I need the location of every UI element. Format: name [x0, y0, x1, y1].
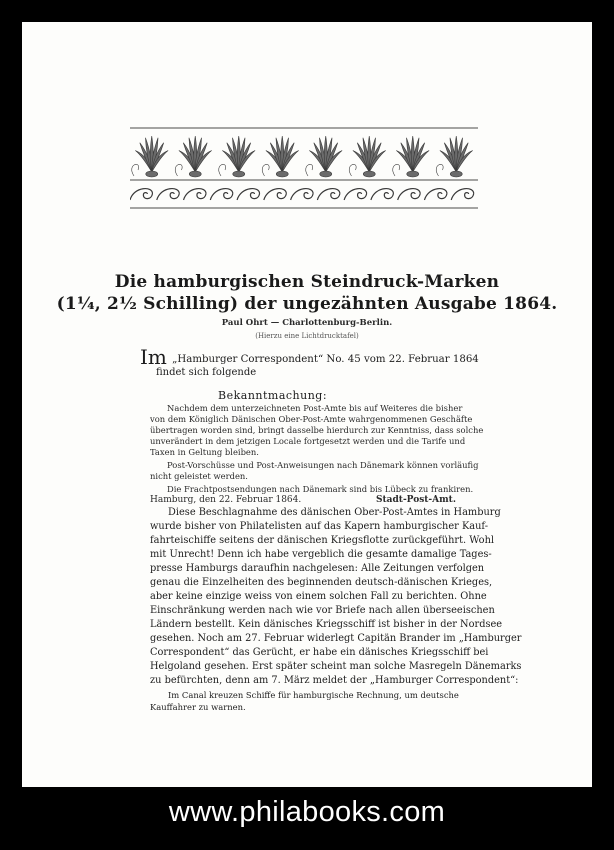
website-url: www.philabooks.com — [168, 796, 446, 828]
body-line: presse Hamburgs daraufhin nachgelesen: Alle Zeitungen verfolgen — [150, 563, 485, 574]
palmette-scroll — [175, 164, 182, 176]
notice-line: Taxen in Geltung bleiben. — [150, 447, 259, 457]
author-byline: Paul Ohrt — Charlottenburg-Berlin. — [221, 318, 393, 328]
spiral-motif — [344, 189, 366, 200]
body-line: Helgoland gesehen. Erst später scheint man solche Masregeln Dänemarks — [150, 661, 522, 672]
palmette-scroll — [306, 164, 313, 176]
palmette-scroll — [132, 164, 139, 176]
spiral-motif — [424, 189, 446, 200]
spiral-motif — [264, 189, 286, 200]
palmette-base — [276, 171, 288, 177]
article-title-line-2: (1¼, 2½ Schilling) der ungezähnten Ausgabe 1864. — [56, 294, 558, 314]
spiral-motif — [371, 189, 393, 200]
palmette-base — [407, 171, 419, 177]
body-line: fahrteischiffe seitens der dänischen Kriegsflotte zurückgeführt. Wohl — [150, 535, 495, 546]
spiral-motif — [157, 189, 179, 200]
plate-note: (Hierzu eine Lichtdrucktafel) — [255, 332, 359, 340]
notice-line: von dem Königlich Dänischen Ober-Post-Amte wahrgenommenen Geschäfte — [150, 414, 473, 424]
quote-line: Im Canal kreuzen Schiffe für hamburgische Rechnung, um deutsche — [168, 690, 459, 700]
body-line: mit Unrecht! Denn ich habe vergeblich die gesamte damalige Tages- — [150, 549, 492, 560]
ornamental-border-image — [130, 126, 478, 210]
scanned-page — [22, 22, 592, 787]
intro-line-1-text: „Hamburger Correspondent“ No. 45 vom 22. Februar 1864 — [168, 354, 479, 365]
body-line: zu befürchten, denn am 7. März meldet der „Hamburger Correspondent“: — [150, 675, 519, 686]
spiral-motif — [210, 189, 232, 200]
body-line: wurde bisher von Philatelisten auf das Kapern hamburgischer Kauf- — [150, 521, 489, 532]
palmette-scroll — [349, 164, 356, 176]
palmette-scroll — [219, 164, 226, 176]
intro-line-1 — [140, 345, 479, 369]
body-line: Ländern bestellt. Kein dänisches Kriegsschiff ist bisher in der Nordsee — [150, 619, 503, 630]
spiral-motif — [291, 189, 313, 200]
palmette-base — [146, 171, 158, 177]
body-line: Einschränkung werden nach wie vor Briefe nach allen überseeischen — [150, 605, 495, 616]
spiral-motif — [317, 189, 339, 200]
body-line: Correspondent“ das Gerücht, er habe ein dänisches Kriegsschiff bei — [150, 647, 489, 658]
body-line: gesehen. Noch am 27. Februar widerlegt Capitän Brander im „Hamburger — [150, 633, 522, 644]
notice-line: nicht geleistet werden. — [150, 471, 248, 481]
intro-line-2: findet sich folgende — [156, 367, 257, 378]
article-title-line-1: Die hamburgischen Steindruck-Marken — [114, 272, 500, 292]
notice-place-date: Hamburg, den 22. Februar 1864. — [150, 495, 302, 505]
notice-line: unverändert in dem jetzigen Locale fortgesetzt werden und die Tarife und — [150, 436, 466, 446]
notice-line: Die Frachtpostsendungen nach Dänemark sind bis Lübeck zu frankiren. — [167, 484, 474, 494]
quote-line: Kauffahrer zu warnen. — [150, 702, 246, 712]
body-line: aber keine einzige weiss von einem solchen Fall zu berichten. Ohne — [150, 591, 487, 602]
spiral-motif — [451, 189, 473, 200]
palmette-base — [450, 171, 462, 177]
intro-initial: Im — [140, 345, 167, 369]
notice-line: Post-Vorschüsse und Post-Anweisungen nach Dänemark können vorläufig — [167, 460, 479, 470]
spiral-motif — [184, 189, 206, 200]
notice-line: übertragen worden sind, bringt dasselbe hierdurch zur Kenntniss, dass solche — [150, 425, 484, 435]
palmette-base — [233, 171, 245, 177]
body-line: Diese Beschlagnahme des dänischen Ober-Post-Amtes in Hamburg — [168, 507, 501, 518]
notice-signature: Stadt-Post-Amt. — [376, 495, 456, 505]
spiral-motif — [130, 189, 152, 200]
spiral-motif — [398, 189, 420, 200]
palmette-base — [363, 171, 375, 177]
palmette-base — [320, 171, 332, 177]
palmette-base — [189, 171, 201, 177]
spiral-motif — [237, 189, 259, 200]
palmette-scroll — [262, 164, 269, 176]
palmette-scroll — [393, 164, 400, 176]
notice-heading: Bekanntmachung: — [218, 389, 328, 402]
notice-line: Nachdem dem unterzeichneten Post-Amte bis auf Weiteres die bisher — [167, 403, 463, 413]
body-line: genau die Einzelheiten des beginnenden deutsch-dänischen Krieges, — [150, 577, 493, 588]
palmette-scroll — [436, 164, 443, 176]
